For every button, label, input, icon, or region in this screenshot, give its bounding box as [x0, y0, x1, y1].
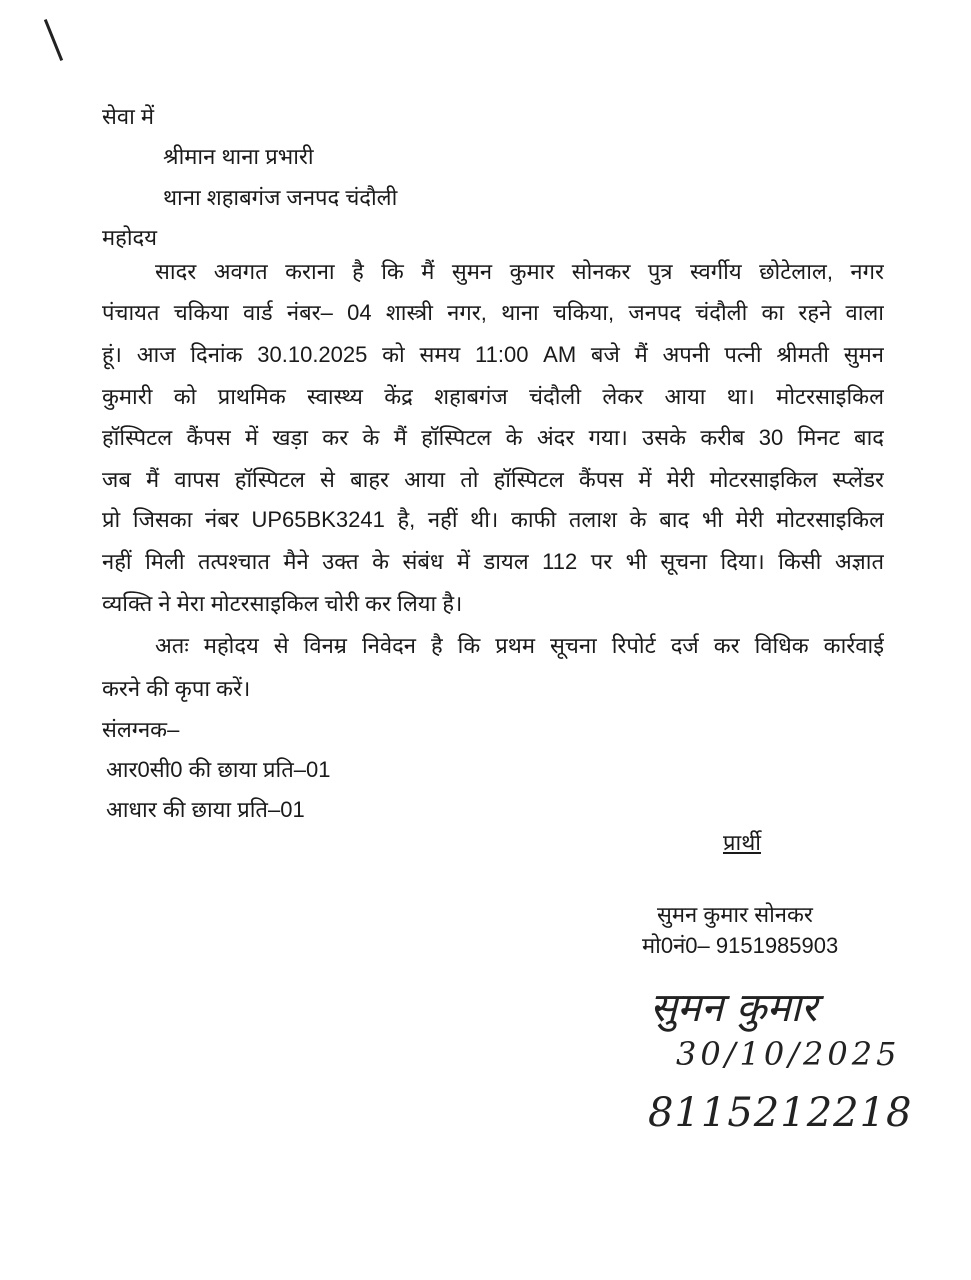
recipient-line-2: थाना शहाबगंज जनपद चंदौली — [163, 185, 398, 210]
applicant-label: प्रार्थी — [723, 830, 761, 855]
body-line: सादर अवगत कराना है कि मैं सुमन कुमार सोनकर पुत्र स्वर्गीय छोटेलाल, नगर — [155, 259, 884, 284]
applicant-name: सुमन कुमार सोनकर — [657, 902, 813, 927]
greeting: महोदय — [102, 225, 157, 250]
recipient-line-1: श्रीमान थाना प्रभारी — [163, 144, 314, 169]
request-line: अतः महोदय से विनम्र निवेदन है कि प्रथम सूचना रिपोर्ट दर्ज कर विधिक कार्रवाई — [155, 633, 884, 658]
body-line: नहीं मिली तत्पश्चात मैने उक्त के संबंध में डायल 112 पर भी सूचना दिया। किसी अज्ञात — [102, 549, 884, 574]
body-line: प्रो जिसका नंबर UP65BK3241 है, नहीं थी। काफी तलाश के बाद भी मेरी मोटरसाइकिल — [102, 507, 884, 532]
body-line: व्यक्ति ने मेरा मोटरसाइकिल चोरी कर लिया है। — [102, 591, 463, 616]
body-line: पंचायत चकिया वार्ड नंबर– 04 शास्त्री नगर, थाना चकिया, जनपद चंदौली का रहने वाला — [102, 300, 884, 325]
body-line: हॉस्पिटल कैंपस में खड़ा कर के मैं हॉस्पिटल के अंदर गया। उसके करीब 30 मिनट बाद — [102, 425, 884, 450]
body-line: जब मैं वापस हॉस्पिटल से बाहर आया तो हॉस्पिटल कैंपस में मेरी मोटरसाइकिल स्प्लेंडर — [102, 467, 884, 492]
handwritten-number: 8115212218 — [648, 1090, 913, 1136]
enclosure-item: आधार की छाया प्रति–01 — [106, 797, 305, 822]
handwritten-date: 30/10/2025 — [676, 1035, 901, 1073]
request-line: करने की कृपा करें। — [102, 676, 251, 701]
salutation-to: सेवा में — [102, 104, 155, 129]
handwritten-signature: सुमन कुमार — [650, 985, 818, 1031]
body-line: कुमारी को प्राथमिक स्वास्थ्य केंद्र शहाबगंज चंदौली लेकर आया था। मोटरसाइकिल — [102, 384, 884, 409]
pen-mark — [44, 19, 63, 61]
enclosures-label: संलग्नक– — [102, 717, 180, 742]
body-line: हूं। आज दिनांक 30.10.2025 को समय 11:00 AM बजे मैं अपनी पत्नी श्रीमती सुमन — [102, 342, 884, 367]
enclosure-item: आर0सी0 की छाया प्रति–01 — [106, 757, 331, 782]
applicant-mobile: मो0नं0– 9151985903 — [642, 933, 839, 958]
